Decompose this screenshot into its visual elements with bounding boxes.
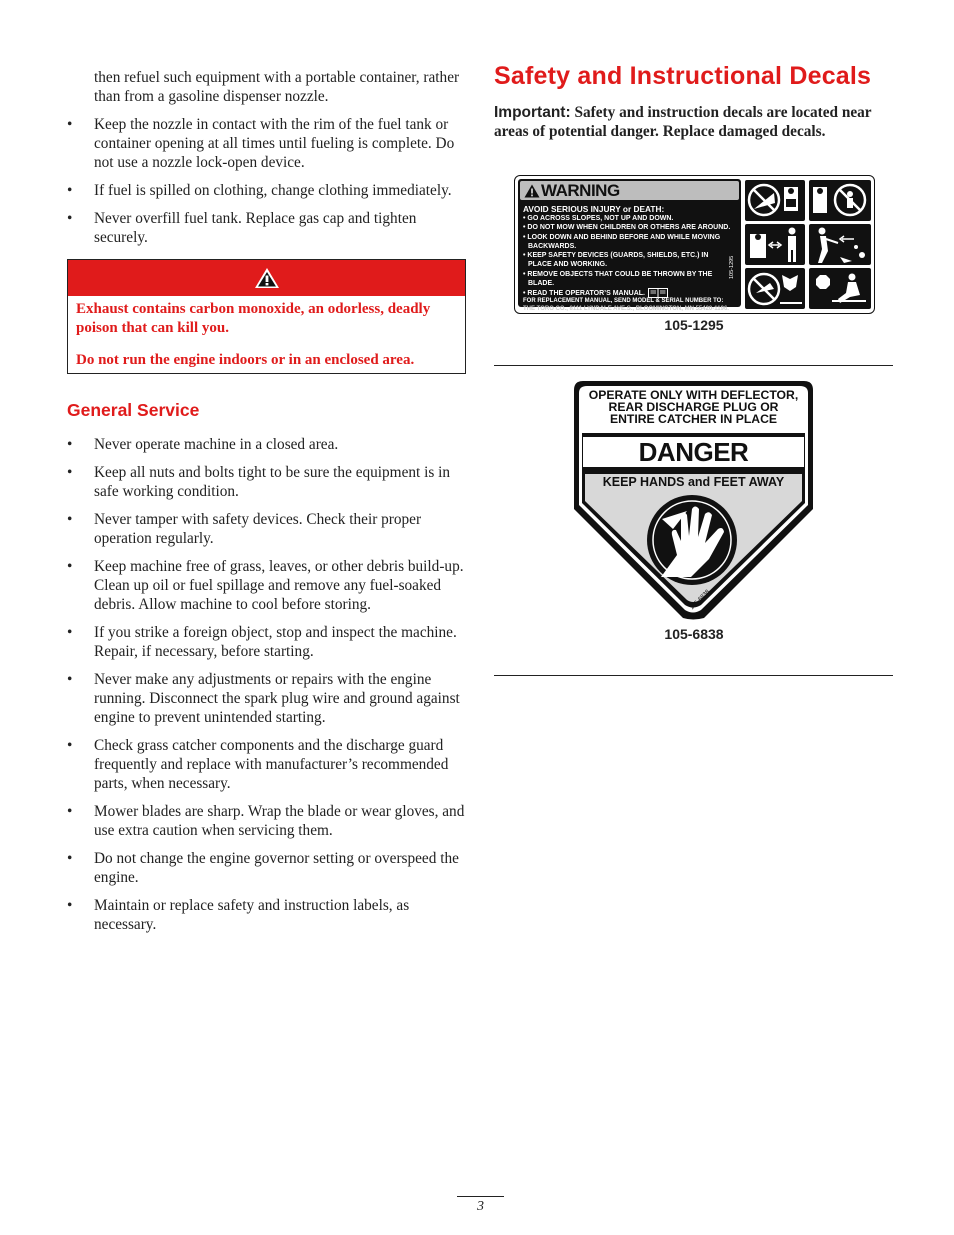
warning-decal-text xyxy=(523,204,737,313)
danger-decal xyxy=(573,381,814,621)
general-service-heading: General Service xyxy=(67,400,200,420)
list-item: • Keep machine free of grass, leaves, or other debris build-up. Clean up oil or fuel spillage and remove any fuel-soaked debris. Allow machine to cool before storing. xyxy=(67,558,464,613)
warning-decal-title-bar xyxy=(520,181,739,200)
no-children-icon xyxy=(809,180,871,221)
warning-decal xyxy=(514,175,875,314)
important-note xyxy=(494,103,893,141)
list-item: • Keep all nuts and bolts tight to be sure the equipment is in safe working condition. xyxy=(67,464,451,500)
warning-box xyxy=(67,259,466,374)
continuation-paragraph: then refuel such equipment with a portable container, rather than from a gasoline dispenser nozzle. xyxy=(94,69,460,105)
list-item: • Do not change the engine governor setting or overspeed the engine. xyxy=(67,850,459,886)
manual-book-icon xyxy=(648,288,668,298)
danger-decal-top-text: OPERATE ONLY WITH DEFLECTOR, REAR DISCHARGE PLUG OR ENTIRE CATCHER IN PLACE xyxy=(588,388,799,426)
safety-devices-icon xyxy=(745,224,805,265)
footer-rule xyxy=(457,1196,504,1197)
page-title: Safety and Instructional Decals xyxy=(494,62,872,90)
blade-hazard-icon xyxy=(745,268,805,309)
danger-decal-subtitle: KEEP HANDS and FEET AWAY xyxy=(602,475,785,489)
left-column xyxy=(67,68,467,943)
list-item: • Check grass catcher components and the discharge guard frequently and replace with manufacturer’s recommended parts, when necessary. xyxy=(67,737,449,792)
fuel-bullet-list xyxy=(67,115,467,247)
slope-prohibited-icon xyxy=(745,180,805,221)
warning-triangle-icon xyxy=(254,267,280,289)
list-item: • Never operate machine in a closed area. xyxy=(67,436,339,453)
decal-caption-105-1295: 105-1295 xyxy=(664,317,724,333)
warning-decal-line: • DO NOT MOW WHEN CHILDREN OR OTHERS ARE AROUND. xyxy=(523,224,731,232)
list-item: • Never overfill fuel tank. Replace gas cap and tighten securely. xyxy=(67,210,417,246)
list-item: • Maintain or replace safety and instruction labels, as necessary. xyxy=(67,897,410,933)
list-item: • Mower blades are sharp. Wrap the blade or wear gloves, and use extra caution when servicing them. xyxy=(67,803,465,839)
danger-decal-title: DANGER xyxy=(638,437,749,467)
list-item: • If you strike a foreign object, stop and inspect the machine. Repair, if necessary, before starting. xyxy=(67,624,457,660)
warning-triangle-icon xyxy=(524,184,540,198)
divider-rule xyxy=(494,365,893,366)
list-item: • Keep the nozzle in contact with the rim of the fuel tank or container opening at all times until fueling is complete. Do not use a nozzle lock-open device. xyxy=(67,116,455,171)
warning-decal-text-panel xyxy=(518,179,741,312)
page-number: 3 xyxy=(477,1199,484,1214)
warning-header xyxy=(68,260,465,296)
important-label: Important: xyxy=(494,104,571,121)
warning-decal-footer-2: THE TORO CO., 8111 LYNDALE AVE.S., BLOOMINGTON, MN 55420-1196. xyxy=(523,305,729,312)
decal-caption-105-6838: 105-6838 xyxy=(664,626,724,642)
warning-decal-line: • READ THE OPERATOR’S MANUAL. xyxy=(523,288,737,298)
stop-spark-plug-icon xyxy=(809,268,871,309)
list-item: • Never make any adjustments or repairs with the engine running. Disconnect the spark plug wire and ground against engine to prevent unintended starting. xyxy=(67,671,460,726)
warning-decal-line: • REMOVE OBJECTS THAT COULD BE THROWN BY THE xyxy=(523,270,713,278)
general-service-list xyxy=(67,435,467,934)
list-item: • Never tamper with safety devices. Check their proper operation regularly. xyxy=(67,511,422,547)
important-text: Safety and instruction decals are located near areas of potential danger. Replace damaged decals. xyxy=(494,104,872,140)
warning-decal-line: BLADE. xyxy=(528,280,555,288)
divider-rule xyxy=(494,675,893,676)
warning-text-2: Do not run the engine indoors or in an enclosed area. xyxy=(76,352,415,368)
warning-decal-pictograms xyxy=(744,179,872,310)
warning-decal-line: BACKWARDS. xyxy=(528,242,577,250)
warning-decal-line: • KEEP SAFETY DEVICES (GUARDS, SHIELDS, ETC.) IN xyxy=(523,252,709,260)
warning-decal-subtitle: AVOID SERIOUS INJURY or DEATH: xyxy=(523,204,665,214)
list-item: • If fuel is spilled on clothing, change clothing immediately. xyxy=(67,182,452,199)
danger-decal-number: 105-6838 xyxy=(689,589,712,612)
warning-decal-line: • LOOK DOWN AND BEHIND BEFORE AND WHILE MOVING xyxy=(523,233,721,241)
thrown-objects-icon xyxy=(809,224,871,265)
warning-decal-title: WARNING xyxy=(541,180,620,200)
warning-decal-line: PLACE AND WORKING. xyxy=(528,261,608,269)
warning-text-1: Exhaust contains carbon monoxide, an odorless, deadly poison that can kill you. xyxy=(76,301,431,336)
warning-body xyxy=(68,296,465,373)
warning-decal-side-number: 105-1295 xyxy=(729,255,735,279)
right-column xyxy=(494,62,893,141)
warning-decal-line: • GO ACROSS SLOPES, NOT UP AND DOWN. xyxy=(523,215,674,222)
warning-decal-footer-1: FOR REPLACEMENT MANUAL, SEND MODEL & SERIAL NUMBER TO: xyxy=(523,298,724,305)
